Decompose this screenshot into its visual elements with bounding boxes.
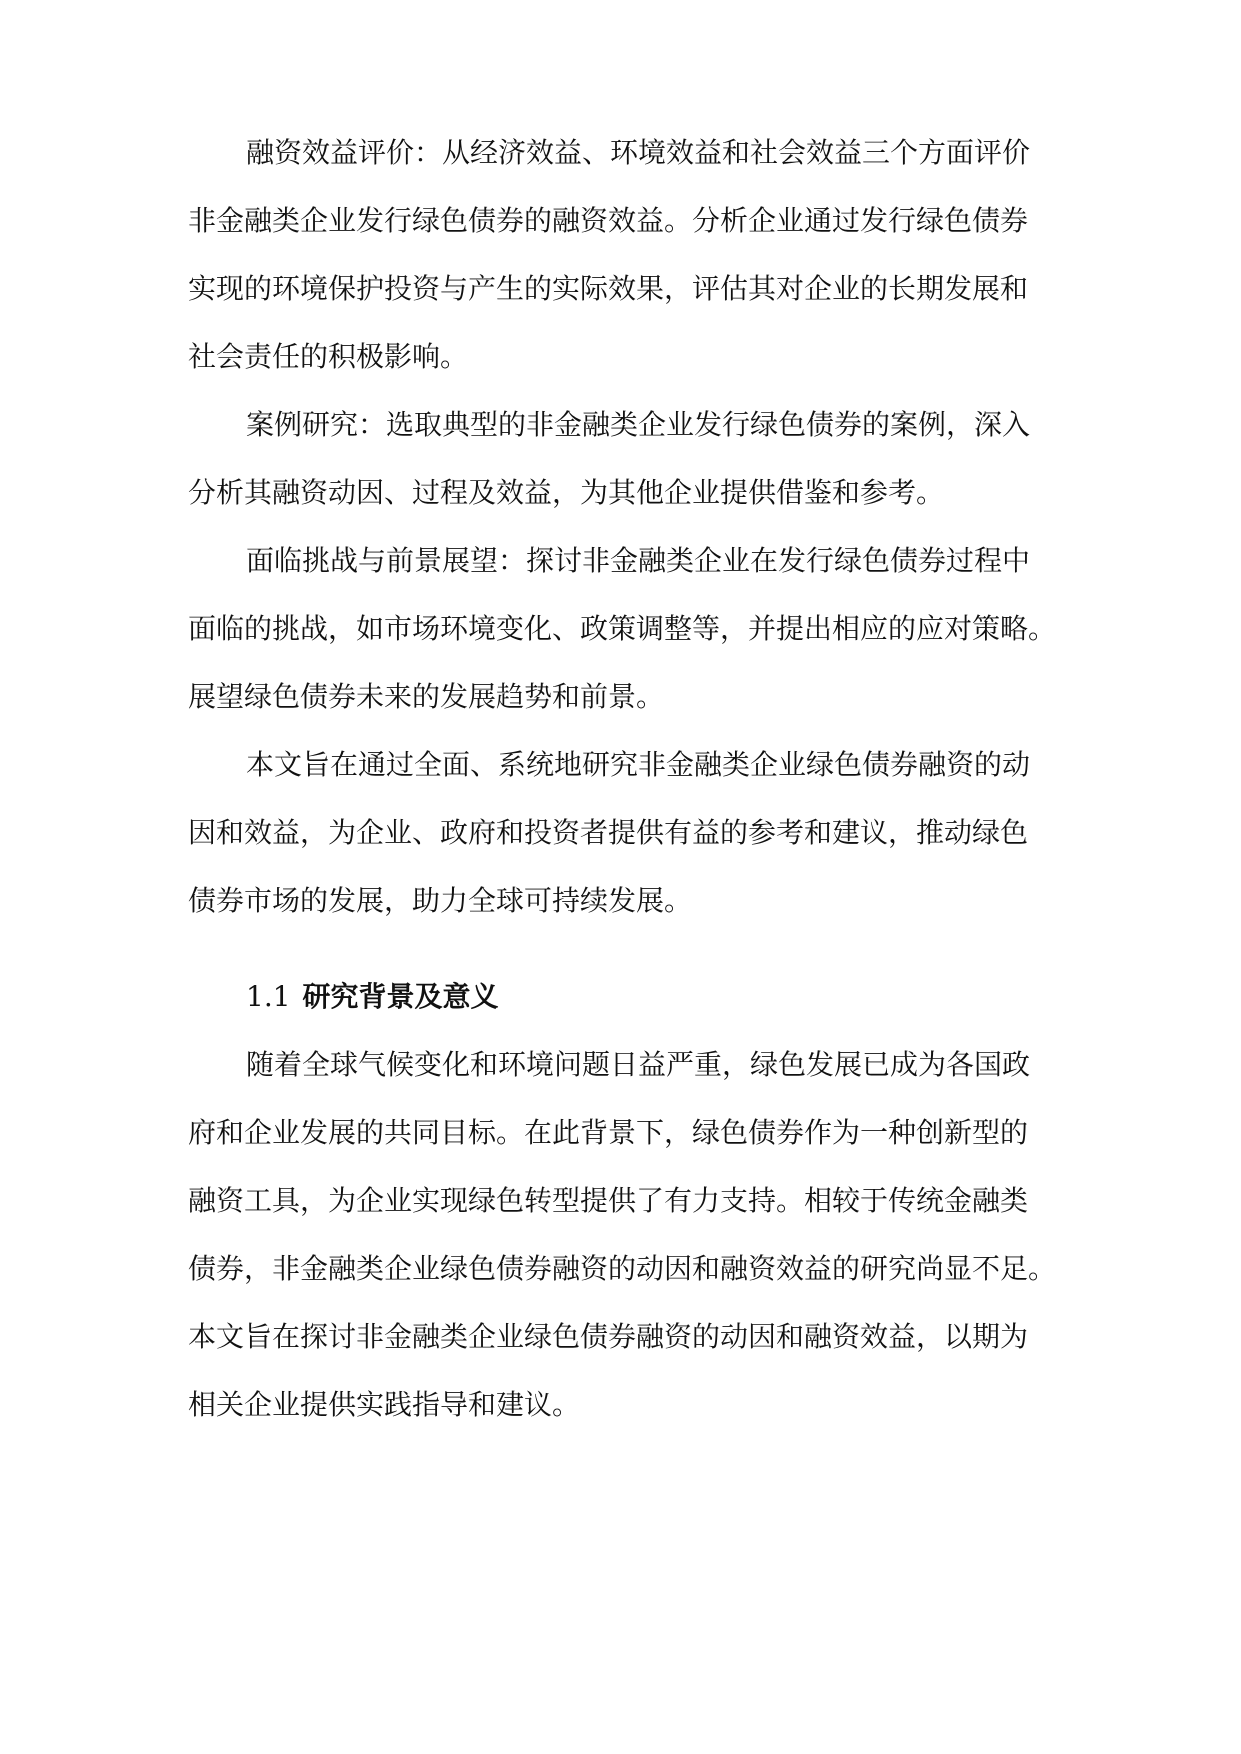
paragraph-4-line-2: 因和效益，为企业、政府和投资者提供有益的参考和建议，推动绿色 bbox=[188, 816, 1029, 849]
paragraph-5-line-5: 本文旨在探讨非金融类企业绿色债券融资的动因和融资效益，以期为 bbox=[188, 1320, 1029, 1353]
paragraph-1-line-3: 实现的环境保护投资与产生的实际效果，评估其对企业的长期发展和 bbox=[188, 272, 1029, 305]
paragraph-2-line-2: 分析其融资动因、过程及效益，为其他企业提供借鉴和参考。 bbox=[188, 476, 945, 509]
paragraph-3-line-3: 展望绿色债券未来的发展趋势和前景。 bbox=[188, 680, 665, 713]
paragraph-2-line-1: 案例研究：选取典型的非金融类企业发行绿色债券的案例，深入 bbox=[246, 408, 1031, 441]
section-heading bbox=[246, 977, 499, 1017]
paragraph-1-line-2: 非金融类企业发行绿色债券的融资效益。分析企业通过发行绿色债券 bbox=[188, 204, 1029, 237]
paragraph-3-line-1: 面临挑战与前景展望：探讨非金融类企业在发行绿色债券过程中 bbox=[246, 544, 1031, 577]
paragraph-1-line-1: 融资效益评价：从经济效益、环境效益和社会效益三个方面评价 bbox=[246, 136, 1031, 169]
section-number: 1.1 bbox=[246, 980, 291, 1013]
paragraph-1-line-4: 社会责任的积极影响。 bbox=[188, 340, 469, 373]
paragraph-4-line-3: 债券市场的发展，助力全球可持续发展。 bbox=[188, 884, 693, 917]
paragraph-5-line-6: 相关企业提供实践指导和建议。 bbox=[188, 1388, 581, 1421]
paragraph-5-line-1: 随着全球气候变化和环境问题日益严重，绿色发展已成为各国政 bbox=[246, 1048, 1031, 1081]
paragraph-4-line-1: 本文旨在通过全面、系统地研究非金融类企业绿色债券融资的动 bbox=[246, 748, 1031, 781]
paragraph-5-line-2: 府和企业发展的共同目标。在此背景下，绿色债券作为一种创新型的 bbox=[188, 1116, 1029, 1149]
paragraph-3-line-2: 面临的挑战，如市场环境变化、政策调整等，并提出相应的应对策略。 bbox=[188, 612, 1057, 645]
section-title: 研究背景及意义 bbox=[302, 980, 499, 1013]
paragraph-5-line-4: 债券，非金融类企业绿色债券融资的动因和融资效益的研究尚显不足。 bbox=[188, 1252, 1057, 1285]
paragraph-5-line-3: 融资工具，为企业实现绿色转型提供了有力支持。相较于传统金融类 bbox=[188, 1184, 1029, 1217]
